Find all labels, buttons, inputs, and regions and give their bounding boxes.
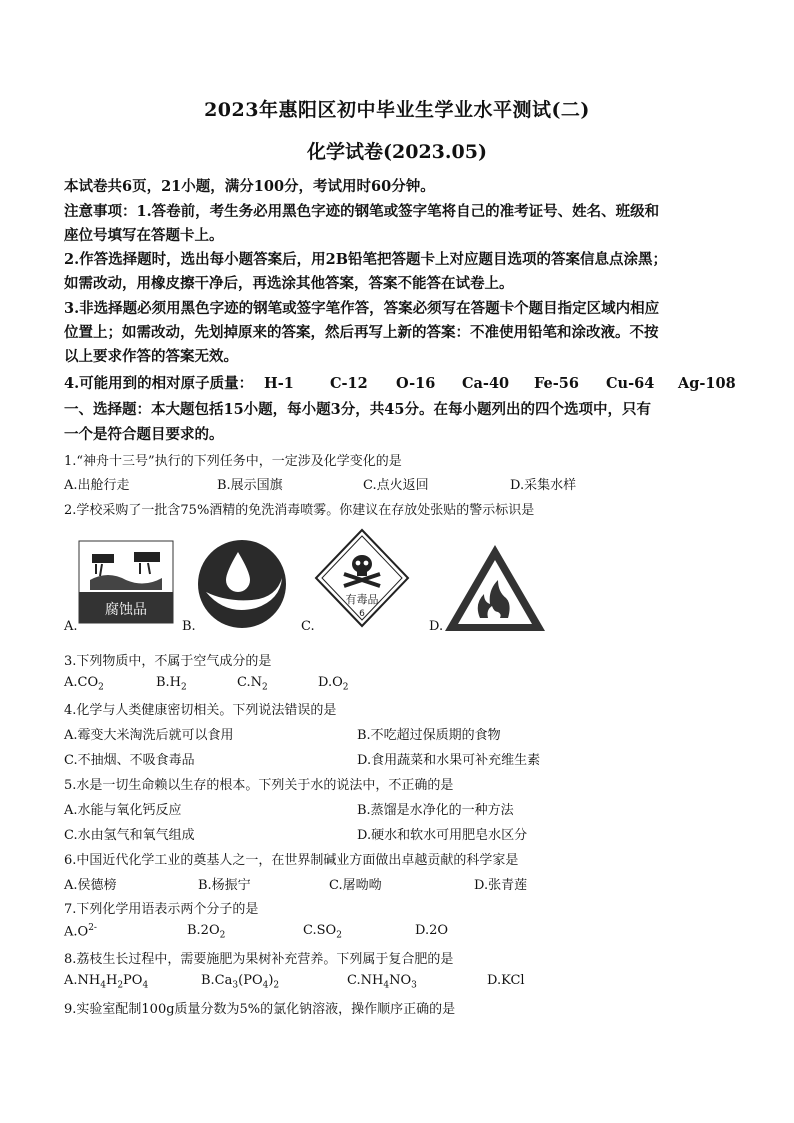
question-9-stem: 9.实验室配制100g质量分数为5%的氯化钠溶液，操作顺序正确的是	[64, 1002, 456, 1017]
instructions-line-8: 以上要求作答的答案无效。	[64, 348, 238, 365]
question-4-option-d: D.食用蔬菜和水果可补充维生素	[357, 753, 541, 768]
flammable-sign-icon	[442, 542, 548, 638]
question-7-option-a: $A.O^{2-}$	[64, 923, 97, 940]
water-drop-sign-icon	[196, 538, 288, 634]
question-3-option-c: $C.N_2$	[237, 675, 268, 693]
instructions-line-2: 注意事项：1.答卷前，考生务必用黑色字迹的钢笔或签字笔将自己的准考证号、姓名、班级和	[64, 203, 660, 220]
section-1-heading-cont: 一个是符合题目要求的。	[64, 426, 224, 443]
question-8-option-a: $A.NH_4H_2PO_4$	[64, 973, 149, 991]
question-3-option-b: $B.H_2$	[156, 675, 187, 693]
question-8-stem: 8.荔枝生长过程中，需要施肥为果树补充营养。下列属于复合肥的是	[64, 952, 454, 967]
exam-subtitle: 化学试卷(2023.05)	[307, 141, 487, 163]
instructions-line-7: 位置上；如需改动，先划掉原来的答案，然后再写上新的答案：不准使用铅笔和涂改液。不按	[64, 324, 659, 341]
instructions-line-6: 3.非选择题必须用黑色字迹的钢笔或签字笔作答，答案必须写在答题卡个题目指定区域内相应	[64, 300, 660, 317]
question-8-option-c: $C.NH_4NO_3$	[347, 973, 417, 991]
atomic-mass-line	[64, 372, 736, 393]
atomic-mass-ca: Ca-40	[462, 375, 510, 392]
question-5-option-c: C.水由氢气和氧气组成	[64, 828, 195, 843]
toxic-sign-number: 6	[359, 609, 365, 619]
question-6-option-d: D.张青莲	[474, 878, 528, 893]
question-2-option-d: D.	[429, 619, 444, 634]
question-1-option-b: B.展示国旗	[217, 478, 283, 493]
section-1-heading: 一、选择题：本大题包括15小题，每小题3分，共45分。在每小题列出的四个选项中，只有	[64, 401, 651, 418]
question-4-option-b: B.不吃超过保质期的食物	[357, 728, 501, 743]
exam-title: 2023年惠阳区初中毕业生学业水平测试(二)	[204, 99, 590, 121]
atomic-mass-c: C-12	[330, 375, 368, 392]
question-3-stem: 3.下列物质中，不属于空气成分的是	[64, 654, 272, 669]
question-7-stem: 7.下列化学用语表示两个分子的是	[64, 902, 259, 917]
toxic-sign-text: 有毒品	[345, 593, 379, 606]
atomic-mass-o: O-16	[396, 375, 436, 392]
question-6-option-b: B.杨振宁	[198, 878, 251, 893]
question-2-stem: 2.学校采购了一批含75%酒精的免洗消毒喷雾。你建议在存放处张贴的警示标识是	[64, 503, 535, 518]
corrosive-sign-icon	[78, 540, 174, 628]
question-2-option-b: B.	[182, 619, 196, 634]
atomic-mass-cu: Cu-64	[606, 375, 655, 392]
instructions-line-5: 如需改动，用橡皮擦干净后，再选涂其他答案，答案不能答在试卷上。	[64, 275, 514, 292]
question-1-option-d: D.采集水样	[510, 478, 577, 493]
question-6-stem: 6.中国近代化学工业的奠基人之一，在世界制碱业方面做出卓越贡献的科学家是	[64, 853, 519, 868]
instructions-line-3: 座位号填写在答题卡上。	[64, 227, 224, 244]
atomic-mass-fe: Fe-56	[534, 375, 579, 392]
atomic-mass-h: H-1	[264, 375, 294, 392]
question-5-stem: 5.水是一切生命赖以生存的根本。下列关于水的说法中，不正确的是	[64, 778, 454, 793]
question-4-option-a: A.霉变大米淘洗后就可以食用	[64, 728, 234, 743]
question-3-option-a: $A.CO_2$	[64, 675, 104, 693]
question-1-option-c: C.点火返回	[363, 478, 429, 493]
question-2-option-c: C.	[301, 619, 315, 634]
atomic-mass-label: 4.可能用到的相对原子质量：	[64, 375, 254, 392]
question-5-option-d: D.硬水和软水可用肥皂水区分	[357, 828, 528, 843]
question-2-option-a: A.	[64, 619, 78, 634]
corrosive-sign-text: 腐蚀品	[105, 602, 147, 618]
question-7-option-d: D.2O	[415, 923, 449, 938]
question-7-option-b: $B.2O_2$	[187, 923, 226, 941]
question-1-stem: 1.“神舟十三号”执行的下列任务中，一定涉及化学变化的是	[64, 454, 402, 469]
question-6-option-c: C.屠呦呦	[329, 878, 382, 893]
atomic-mass-ag: Ag-108	[678, 375, 736, 392]
instructions-line-1: 本试卷共6页，21小题，满分100分，考试用时60分钟。	[64, 178, 435, 195]
question-6-option-a: A.侯德榜	[64, 878, 117, 893]
instructions-line-4: 2.作答选择题时，选出每小题答案后，用2B铅笔把答题卡上对应题目选项的答案信息点涂黑；	[64, 251, 667, 268]
toxic-sign-icon	[314, 528, 410, 632]
question-5-option-b: B.蒸馏是水净化的一种方法	[357, 803, 514, 818]
question-4-option-c: C.不抽烟、不吸食毒品	[64, 753, 195, 768]
question-5-option-a: A.水能与氧化钙反应	[64, 803, 182, 818]
question-3-option-d: $D.O_2$	[318, 675, 349, 693]
question-8-option-b: $B.Ca_3(PO_4)_2$	[201, 973, 280, 991]
question-7-option-c: $C.SO_2$	[303, 923, 342, 941]
question-1-option-a: A.出舱行走	[64, 478, 130, 493]
question-8-option-d: D.KCl	[487, 973, 525, 988]
question-4-stem: 4.化学与人类健康密切相关。下列说法错误的是	[64, 703, 337, 718]
